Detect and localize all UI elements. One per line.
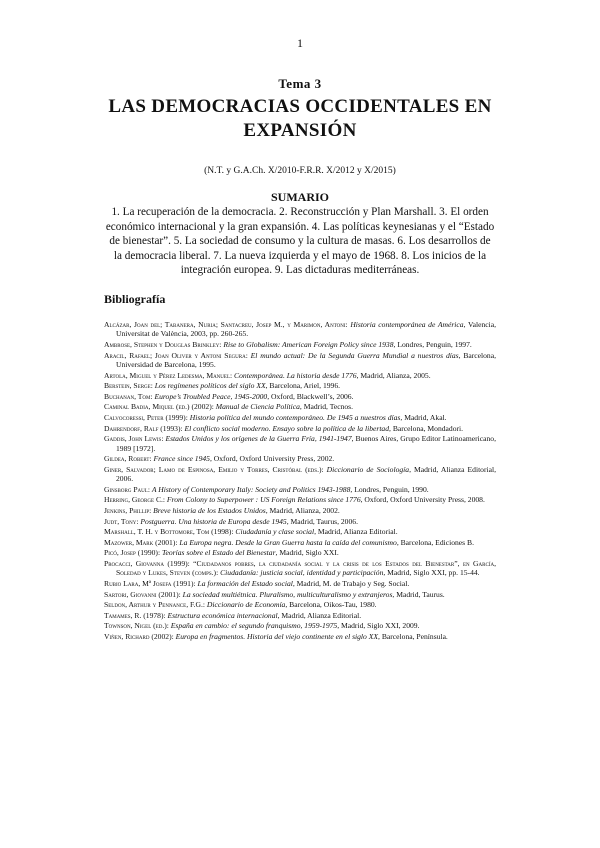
entry-publication: , Madrid, Taurus, 2006. — [286, 516, 358, 526]
entry-publication: , Madrid, Alianza Editorial. — [277, 610, 362, 620]
entry-author: Townson, Nigel (ed.): — [104, 621, 169, 631]
bibliography-entry — [104, 434, 496, 453]
entry-author: Marshall, T. H. y Bottomore, Tom (1998): — [104, 527, 234, 537]
entry-author: Ambrose, Stephen y Douglas Brinkley: — [104, 340, 222, 349]
entry-title: La Europa negra. Desde la Gran Guerra hasta la caída del comunismo — [179, 537, 397, 547]
entry-title: Estructura económica internacional — [167, 610, 278, 620]
entry-publication: , Madrid, Alianza, 2002. — [265, 505, 340, 515]
page-number: 1 — [297, 36, 303, 50]
bibliography-entry — [104, 485, 496, 494]
entry-author: Viñen, Richard (2002): — [104, 631, 174, 641]
entry-publication: , Oxford, Blackwell’s, 2006. — [267, 391, 354, 401]
entry-publication: , Barcelona, Península. — [378, 631, 448, 641]
bibliografia-heading: Bibliografía — [104, 292, 166, 306]
entry-title: Rise to Globalism: American Foreign Policy since 1938 — [223, 340, 394, 349]
entry-title: Historia política del mundo contemporáneo. De 1945 a nuestros días — [189, 412, 401, 422]
entry-author: Seldon, Arthur y Pennance, F.G.: — [104, 600, 205, 610]
entry-author: Berstein, Serge: — [104, 381, 153, 391]
entry-publication: , Madrid, Taurus. — [392, 589, 445, 599]
bibliography-entry — [104, 527, 496, 536]
entry-publication: , Madrid, Akal. — [400, 412, 447, 422]
entry-publication: , Barcelona, Ariel, 1996. — [265, 381, 341, 391]
bibliography-entry — [104, 600, 496, 609]
entry-title: Manual de Ciencia Política — [215, 402, 300, 412]
entry-title: From Colony to Superpower : US Foreign Relations since 1776 — [166, 495, 361, 505]
entry-publication: , Madrid, Siglo XXI, pp. 15-44. — [383, 568, 480, 578]
entry-author: Tamames, R. (1978): — [104, 610, 166, 620]
entry-publication: , Londres, Penguin, 1990. — [350, 484, 429, 494]
entry-publication: , Madrid, Alianza Editorial. — [314, 527, 398, 537]
bibliography-entry — [104, 465, 496, 484]
entry-author: Giner, Salvador; Lamo de Espinosa, Emilio y Torres, Cristóbal (eds.): — [104, 464, 324, 474]
entry-author: Jenkins, Phillip: — [104, 505, 152, 515]
entry-title: France since 1945 — [153, 454, 210, 464]
entry-title: Los regímenes políticos del siglo XX — [154, 381, 266, 391]
sumario-heading: SUMARIO — [270, 190, 329, 204]
bibliography-entry — [104, 340, 496, 349]
entry-author: Dahrendorf, Ralf (1993): — [104, 423, 183, 433]
entry-title: Diccionario de Economía — [206, 600, 286, 610]
entry-author: Calvocoressi, Peter (1999): — [104, 412, 188, 422]
entry-publication: , Barcelona, Universidad de Barcelona, 1995. — [116, 350, 496, 369]
entry-publication: , Londres, Penguin, 1997. — [393, 340, 472, 349]
entry-author: Aracil, Rafael; Joan Oliver y Antoni Segura: — [104, 350, 248, 360]
page-title: LAS DEMOCRACIAS OCCIDENTALES EN EXPANSIÓN — [108, 96, 492, 141]
entry-title: Historia contemporánea de América — [350, 320, 464, 329]
bibliography-entry — [104, 579, 496, 588]
entry-author: Caminal Badia, Miquel (ed.) (2002): — [104, 402, 214, 412]
entry-title: Europa en fragmentos. Historia del viejo continente en el siglo XX — [175, 631, 379, 641]
tema-label: Tema 3 — [278, 76, 322, 91]
entry-title: Diccionario de Sociología — [326, 464, 410, 474]
entry-title: Europe’s Troubled Peace, 1945-2000 — [154, 391, 268, 401]
entry-author: Ginsborg Paul: — [104, 484, 150, 494]
bibliography-entry — [104, 506, 496, 515]
entry-publication: , Madrid, Alianza, 2005. — [356, 370, 431, 380]
entry-author: Alcázar, Joan del; Tabanera, Nuria; Santacreu, Josep M., y Marimon, Antoni: — [104, 320, 348, 329]
entry-title: El conflicto social moderno. Ensayo sobre la política de la libertad — [184, 423, 390, 433]
entry-title: La sociedad multiétnica. Pluralismo, multiculturalismo y extranjeros — [182, 589, 393, 599]
entry-title: A History of Contemporary Italy: Society and Politics 1943-1988 — [151, 484, 351, 494]
entry-author: Sartori, Giovanni (2001): — [104, 589, 181, 599]
entry-title: La formación del Estado social — [197, 578, 293, 588]
entry-title: Ciudadanía: justicia social, identidad y participación — [220, 568, 384, 578]
entry-title: Postguerra. Una historia de Europa desde 1945 — [140, 516, 287, 526]
entry-title: El mundo actual: De la Segunda Guerra Mundial a nuestros días — [250, 350, 459, 360]
entry-publication: , Barcelona, Oikos-Tau, 1980. — [285, 600, 377, 610]
entry-publication: , Oxford, Oxford University Press, 2002. — [209, 454, 335, 464]
bibliography-entry — [104, 590, 496, 599]
entry-publication: , Barcelona, Mondadori. — [389, 423, 464, 433]
entry-author: Rubio Lara, Mª Josefa (1991): — [104, 578, 196, 588]
entry-author: Mazower, Mark (2001): — [104, 537, 178, 547]
bibliography-entry — [104, 381, 496, 390]
entry-publication: , Madrid, M. de Trabajo y Seg. Social. — [292, 578, 410, 588]
bibliography-entry — [104, 320, 496, 339]
entry-publication: , Madrid, Alianza Editorial, 2006. — [116, 464, 496, 484]
bibliography-entry — [104, 538, 496, 547]
entry-publication: , Barcelona, Ediciones B. — [396, 537, 474, 547]
entry-author: Artola, Miguel y Pérez Ledesma, Manuel: — [104, 370, 233, 380]
entry-author: Picó, Josep (1990): — [104, 548, 161, 558]
bibliography-list — [104, 320, 496, 642]
entry-title: Contemporánea. La historia desde 1776 — [234, 370, 357, 380]
entry-publication: , Madrid, Siglo XXI. — [275, 548, 339, 558]
bibliography-entry — [104, 454, 496, 463]
bibliography-entry — [104, 611, 496, 620]
bibliography-entry — [104, 517, 496, 526]
bibliography-entry — [104, 371, 496, 380]
bibliography-entry — [104, 621, 496, 630]
entry-author: Judt, Tony: — [104, 516, 139, 526]
entry-publication: , Buenos Aires, Grupo Editor Latinoamericano, 1989 [1972]. — [116, 434, 496, 453]
bibliography-entry — [104, 351, 496, 370]
entry-publication: , Oxford, Oxford University Press, 2008. — [360, 495, 485, 505]
bibliography-entry — [104, 402, 496, 411]
entry-author: Procacci, Giovanna (1999): “Ciudadanos pobres, la ciudadanía social y la crisis de los Estados del Bienestar”, en García, Soledad y Lukes, Steven (comps.): — [104, 558, 496, 578]
entry-title: Estados Unidos y los orígenes de la Guerra Fría, 1941-1947 — [165, 434, 352, 444]
entry-title: España en cambio: el segundo franquismo, 1959-1975 — [170, 621, 338, 631]
entry-author: Gildea, Robert: — [104, 454, 152, 464]
entry-title: Ciudadanía y clase social — [235, 527, 315, 537]
entry-publication: , Valencia, Universitat de València, 2003, pp. 260-265. — [116, 320, 497, 339]
entry-publication: , Madrid, Tecnos. — [299, 402, 354, 412]
bibliography-entry — [104, 548, 496, 557]
bibliography-entry — [104, 559, 496, 578]
bibliography-entry — [104, 632, 496, 641]
bibliography-entry — [104, 495, 496, 504]
entry-author: Herring, George C.: — [104, 495, 166, 505]
bibliography-entry — [104, 413, 496, 422]
entry-author: Buchanan, Tom: — [104, 391, 153, 401]
entry-title: Teorías sobre el Estado del Bienestar — [161, 548, 276, 558]
bibliography-entry — [104, 392, 496, 401]
sumario-text: 1. La recuperación de la democracia. 2. Reconstrucción y Plan Marshall. 3. El orden económico internacional y la gran expansión. 4. Las políticas keynesianas y el “Estado de bienestar”. 5. La sociedad de consumo y la cultura de masas. 6. Los desarrollos de la democracia liberal. 7. La nueva izquierda y el mayo de 1968. 8. Los inicios de la integración europea. 9. Las dictaduras mediterráneas. — [105, 206, 495, 277]
entry-author: Gaddis, John Lewis: — [104, 434, 164, 444]
authors-subtitle: (N.T. y G.A.Ch. X/2010-F.R.R. X/2012 y X/2015) — [204, 166, 396, 176]
entry-publication: , Madrid, Siglo XXI, 2009. — [337, 621, 420, 631]
entry-title: Breve historia de los Estados Unidos — [153, 505, 266, 515]
bibliography-entry — [104, 424, 496, 433]
